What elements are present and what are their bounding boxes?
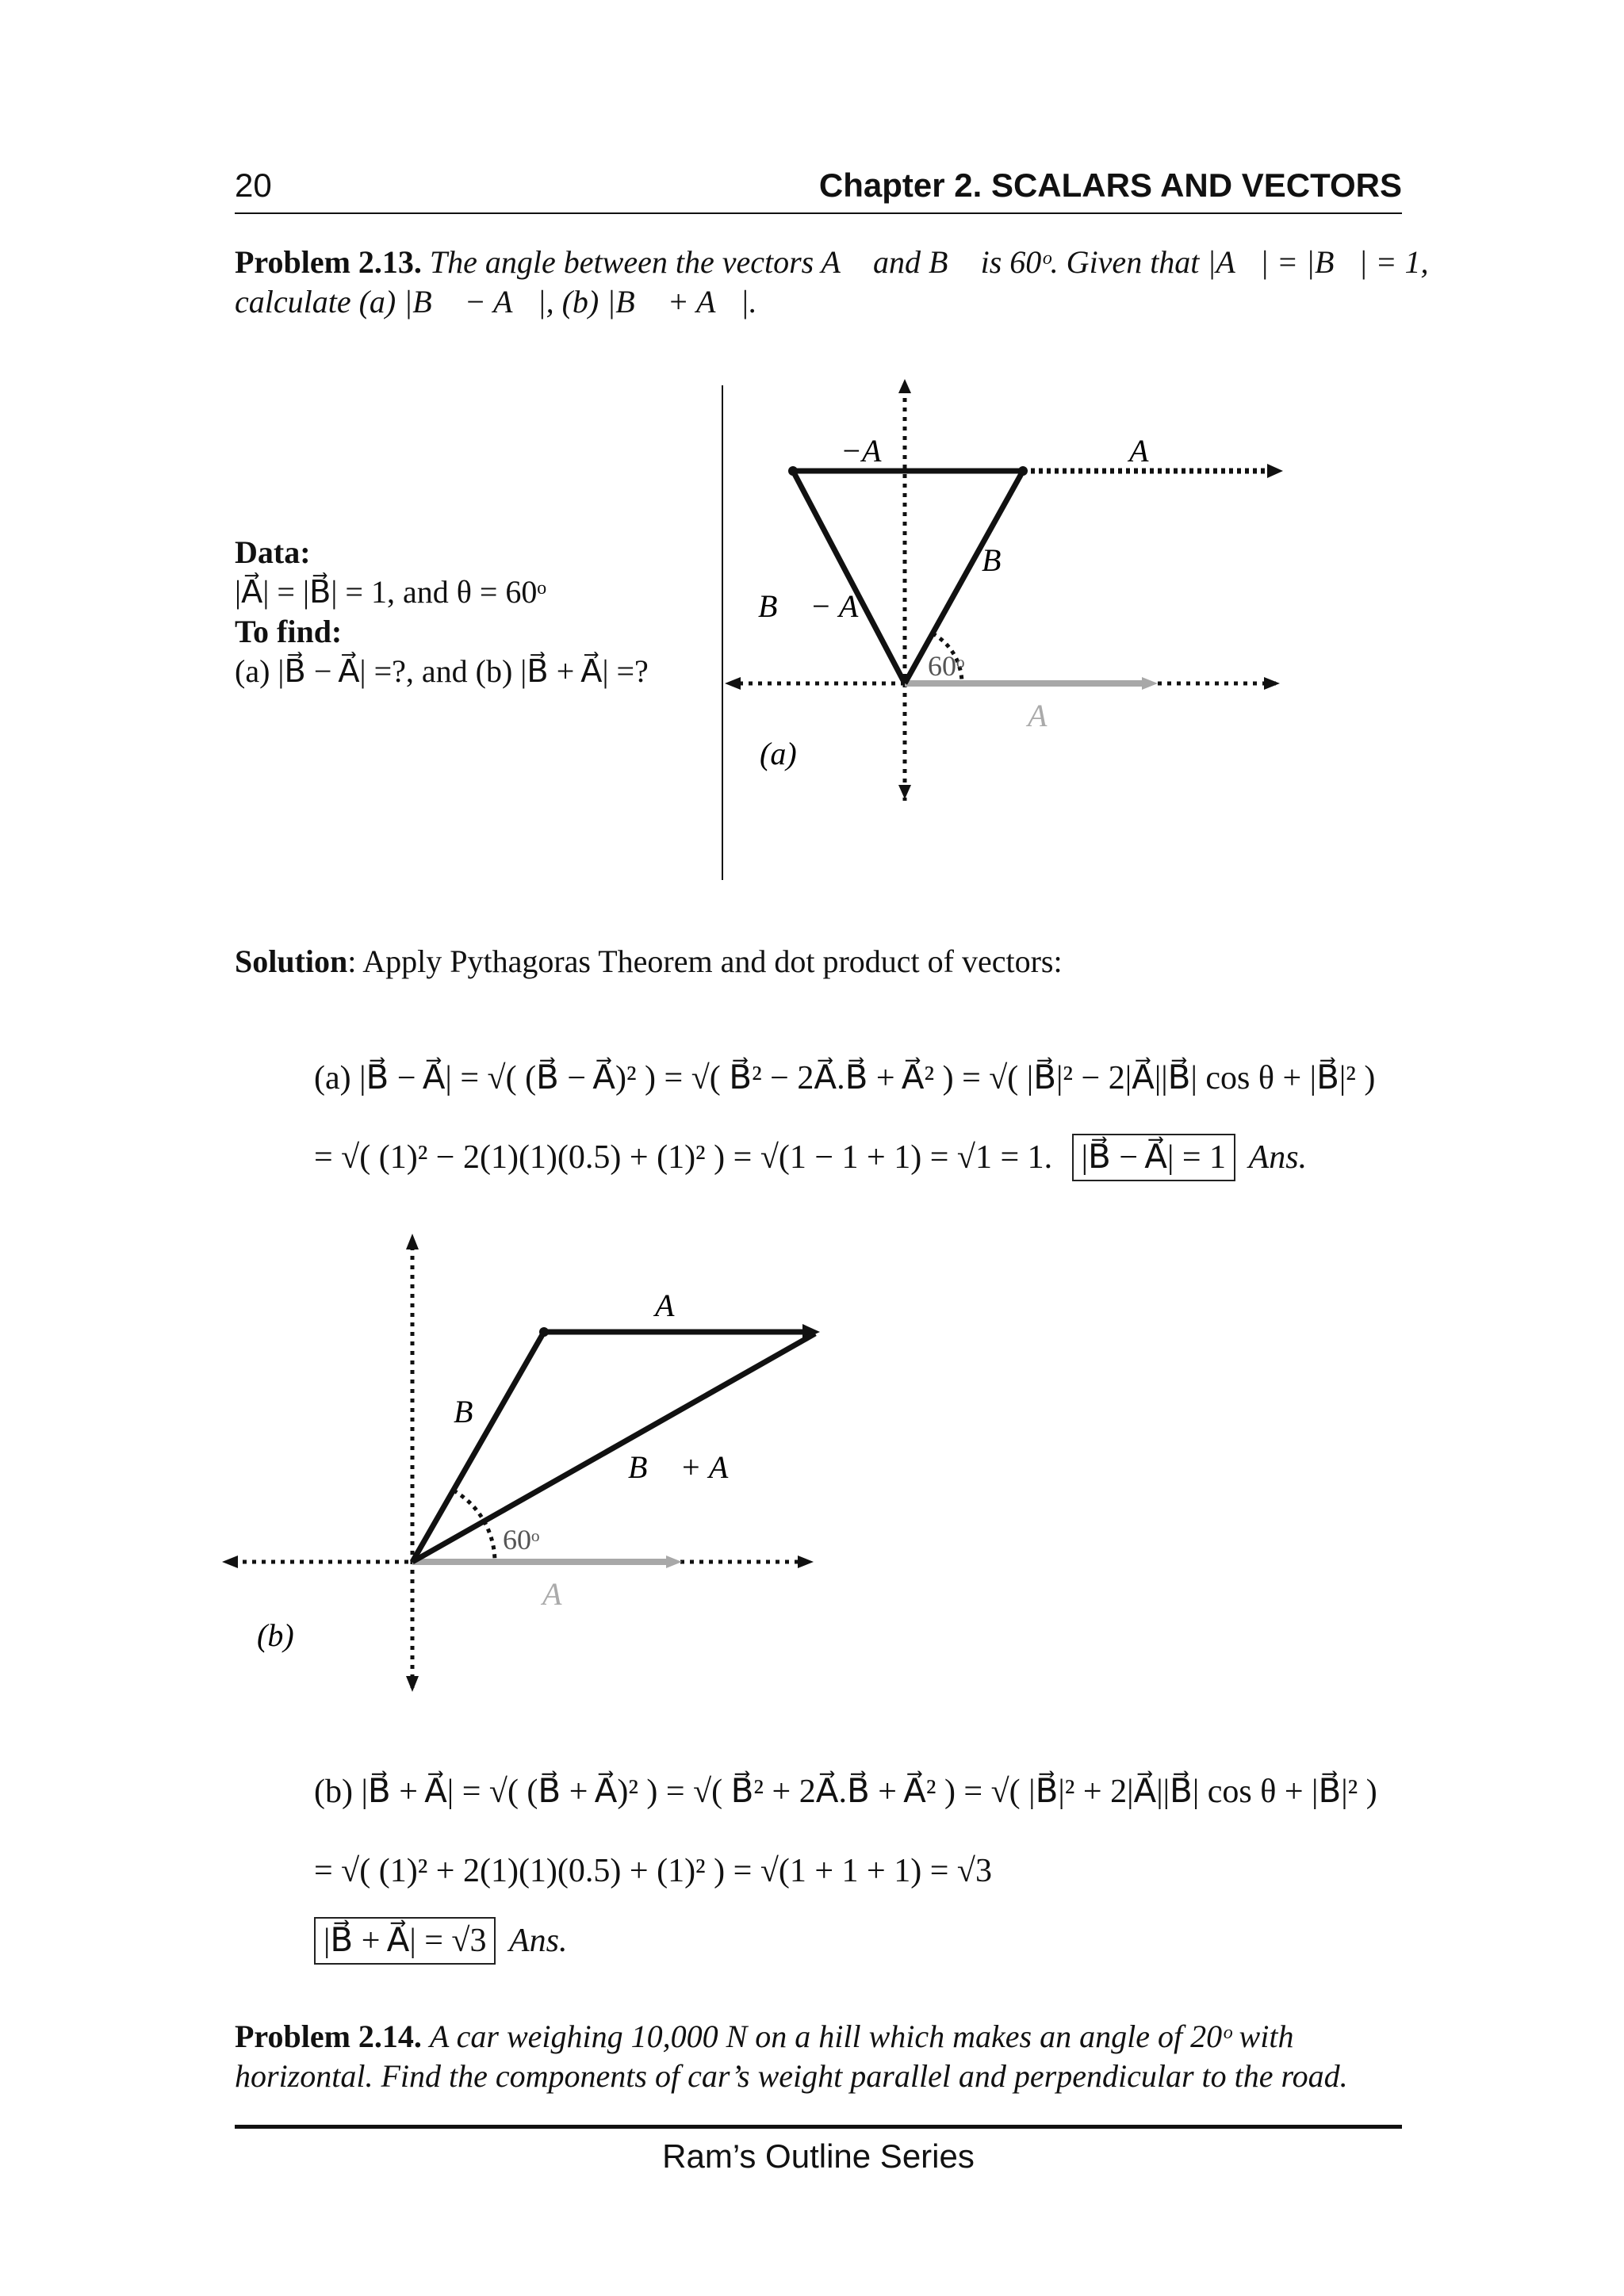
- label-b: B⃗: [982, 542, 1026, 578]
- axis-b-arrow-up: [406, 1234, 419, 1249]
- label-angle-a: 60ᵒ: [928, 650, 965, 682]
- equation-b-line2: = √( (1)² + 2(1)(1)(0.5) + (1)² ) = √(1 + 1 + 1) = √3: [314, 1853, 992, 1889]
- problem-2-14-line1: A car weighing 10,000 N on a hill which makes an angle of 20ᵒ with: [429, 2019, 1294, 2054]
- equation-a-line2-text: = √( (1)² − 2(1)(1)(0.5) + (1)² ) = √(1 − 1 + 1) = √1 = 1.: [314, 1139, 1053, 1176]
- data-section: [235, 533, 726, 691]
- answer-b-box: |B⃗ + A⃗| = √3: [314, 1917, 496, 1965]
- label-a-bottom: A⃗: [1028, 698, 1072, 733]
- label-b-plus-a: B⃗ + A⃗: [628, 1449, 753, 1485]
- page-number: 20: [235, 166, 272, 204]
- equation-b-line1: (b) |B⃗ + A⃗| = √( (B⃗ + A⃗)² ) = √( B⃗² + 2A⃗.B⃗ + A⃗² ) = √( |B⃗|² + 2|A⃗||B⃗| cos θ + |B⃗|² ): [314, 1774, 1377, 1810]
- answer-a-box: |B⃗ − A⃗| = 1: [1072, 1134, 1235, 1181]
- axis-arrow-up: [898, 379, 911, 393]
- find-heading: To find:: [235, 614, 343, 649]
- label-a-top: A⃗: [1129, 433, 1174, 469]
- vector-a-top-head: [1267, 464, 1283, 478]
- vector-a-gray-b-head: [666, 1556, 682, 1568]
- problem-2-13-label: Problem 2.13.: [235, 244, 422, 280]
- label-angle-b: 60ᵒ: [503, 1524, 540, 1556]
- problem-2-13: [235, 243, 1429, 322]
- vertex-right: [1018, 466, 1028, 476]
- vector-b-minus-a: [793, 471, 905, 683]
- equation-b-answer-line: [314, 1917, 567, 1965]
- axis-arrow-right: [1264, 677, 1280, 690]
- label-a-bottom-b: A⃗: [542, 1576, 587, 1612]
- answer-a-ans: Ans.: [1248, 1139, 1308, 1176]
- axis-arrow-down: [898, 785, 911, 799]
- label-neg-a: −A⃗: [841, 433, 906, 469]
- equation-a-line2: [314, 1134, 1307, 1181]
- axis-b-arrow-left: [222, 1556, 238, 1568]
- chapter-title: Chapter 2. SCALARS AND VECTORS: [818, 166, 1402, 204]
- solution-line: [235, 942, 1063, 982]
- problem-2-13-line1: The angle between the vectors A⃗ and B⃗ is 60ᵒ. Given that |A⃗| = |B⃗| = 1,: [429, 244, 1429, 280]
- vertex-left: [788, 466, 798, 476]
- solution-text: : Apply Pythagoras Theorem and dot product of vectors:: [347, 943, 1063, 979]
- solution-label: Solution: [235, 943, 348, 979]
- problem-2-14: [235, 2017, 1408, 2096]
- header-rule: [235, 212, 1402, 214]
- problem-2-14-line2: horizontal. Find the components of car’s weight parallel and perpendicular to the road.: [235, 2058, 1348, 2094]
- panel-label-b: (b): [257, 1617, 294, 1653]
- label-a-top-b: A⃗: [655, 1288, 699, 1323]
- label-b-b: B⃗: [454, 1394, 498, 1429]
- problem-2-14-label: Problem 2.14.: [235, 2019, 422, 2054]
- problem-2-13-line2: calculate (a) |B⃗ − A⃗|, (b) |B⃗ + A⃗|.: [235, 284, 757, 320]
- data-line: |A⃗| = |B⃗| = 1, and θ = 60ᵒ: [235, 574, 546, 610]
- panel-label-a: (a): [760, 736, 797, 771]
- answer-b-ans: Ans.: [508, 1923, 568, 1959]
- data-heading: Data:: [235, 534, 311, 570]
- footer-rule: [235, 2125, 1402, 2129]
- footer-series: Ram’s Outline Series: [662, 2137, 975, 2175]
- axis-b-arrow-down: [406, 1676, 419, 1692]
- find-line: (a) |B⃗ − A⃗| =?, and (b) |B⃗ + A⃗| =?: [235, 653, 649, 689]
- vector-a-gray-head: [1142, 677, 1158, 690]
- figure-b-diagram: [222, 1229, 841, 1705]
- equation-a-line1: (a) |B⃗ − A⃗| = √( (B⃗ − A⃗)² ) = √( B⃗² − 2A⃗.B⃗ + A⃗² ) = √( |B⃗|² − 2|A⃗||B⃗| cos θ + |B⃗|² ): [314, 1060, 1376, 1096]
- vector-b-plus-a: [412, 1334, 815, 1562]
- axis-arrow-left: [725, 677, 741, 690]
- label-b-minus-a: B⃗ − A⃗: [758, 588, 883, 624]
- axis-b-arrow-right: [798, 1556, 814, 1568]
- figure-a-diagram: [723, 373, 1342, 817]
